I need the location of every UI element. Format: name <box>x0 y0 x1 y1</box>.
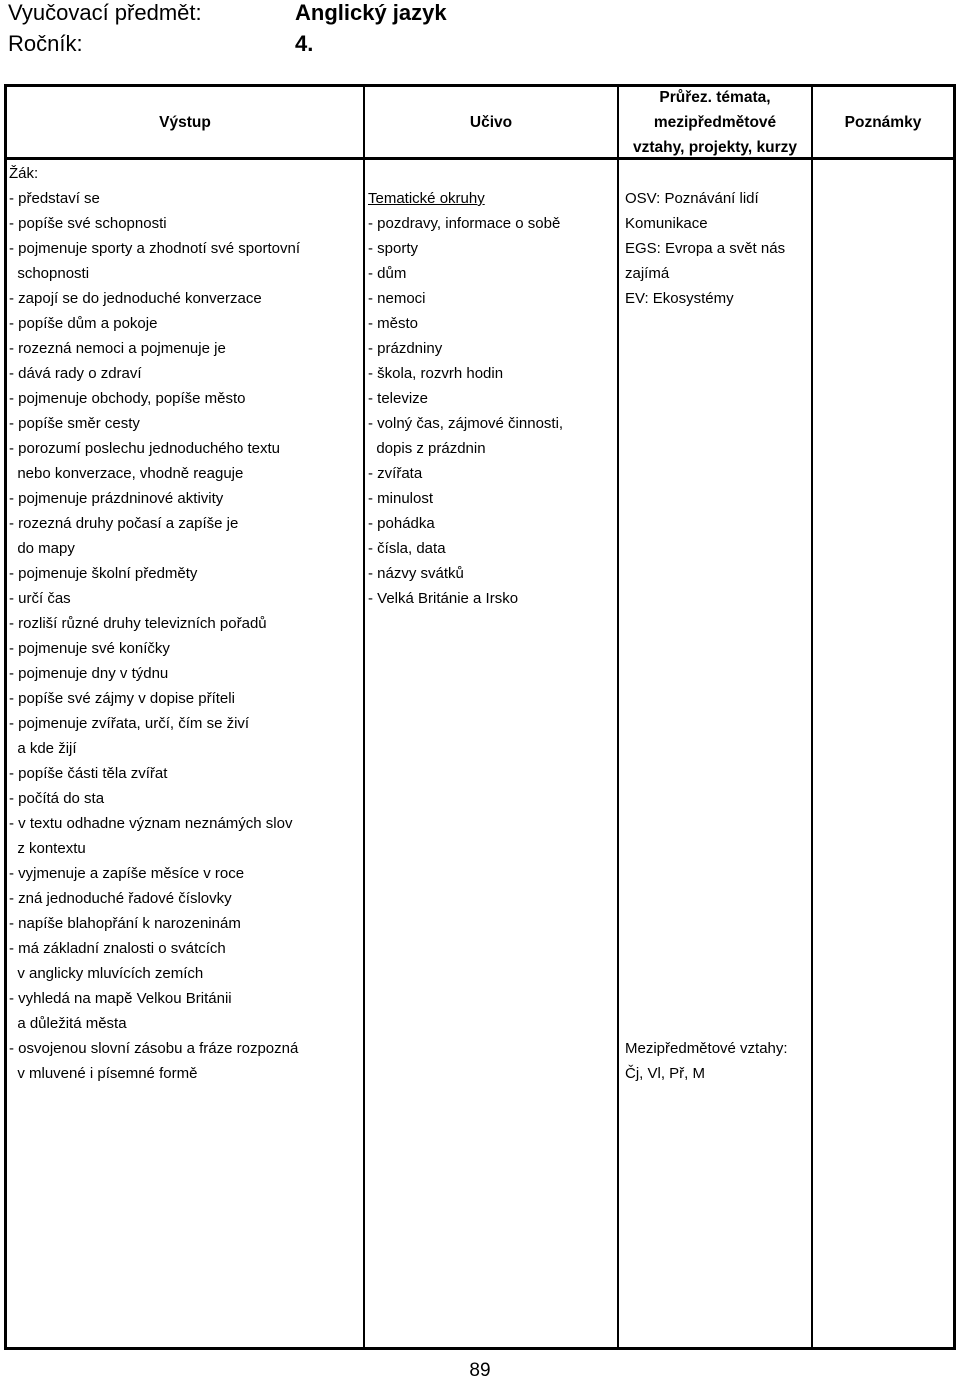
prurez-item: zajímá <box>625 265 670 282</box>
header-separator <box>4 157 956 160</box>
ucivo-item: - pohádka <box>368 515 435 532</box>
vystup-item: - pojmenuje obchody, popíše město <box>9 390 246 407</box>
ucivo-item: - volný čas, zájmové činnosti, <box>368 415 564 432</box>
column-divider-3 <box>811 84 813 1350</box>
vystup-item: - napíše blahopřání k narozeninám <box>9 915 241 932</box>
table-border-bottom <box>4 1347 956 1350</box>
ucivo-item: - město <box>368 315 419 332</box>
vystup-item: - vyhledá na mapě Velkou Británii <box>9 990 232 1007</box>
table-border-left <box>4 84 7 1350</box>
vystup-item: - pojmenuje prázdninové aktivity <box>9 490 224 507</box>
ucivo-list <box>368 211 563 611</box>
vystup-item: z kontextu <box>9 840 86 857</box>
vystup-item: nebo konverzace, vhodně reaguje <box>9 465 244 482</box>
vystup-item: a důležitá města <box>9 1015 127 1032</box>
vystup-item: - zapojí se do jednoduché konverzace <box>9 290 262 307</box>
prurez-item: EV: Ekosystémy <box>625 290 734 307</box>
vystup-item: - rozezná nemoci a pojmenuje je <box>9 340 226 357</box>
vystup-item: - osvojenou slovní zásobu a fráze rozpozná <box>9 1040 299 1057</box>
vystup-item: - popíše dům a pokoje <box>9 315 158 332</box>
column-header-poznamky: Poznámky <box>844 114 922 131</box>
prurez-item: EGS: Evropa a svět nás <box>625 240 786 257</box>
ucivo-item: - Velká Británie a Irsko <box>368 590 519 607</box>
vystup-item: - popíše směr cesty <box>9 415 140 432</box>
vystup-item: - rozliší různé druhy televizních pořadů <box>9 615 267 632</box>
vystup-item: - popíše své zájmy v dopise příteli <box>9 690 235 707</box>
mezipredmetove-list <box>625 1036 788 1086</box>
ucivo-item: dopis z prázdnin <box>368 440 486 457</box>
ucivo-item: - pozdravy, informace o sobě <box>368 215 561 232</box>
ucivo-item: - škola, rozvrh hodin <box>368 365 504 382</box>
vystup-item: - má základní znalosti o svátcích <box>9 940 226 957</box>
vystup-item: - v textu odhadne význam neznámých slov <box>9 815 293 832</box>
grade-label: Ročník: <box>8 31 83 56</box>
vystup-item: v anglicky mluvících zemích <box>9 965 204 982</box>
table-border-top <box>4 84 956 87</box>
vystup-item: - pojmenuje školní předměty <box>9 565 198 582</box>
vystup-item: - zná jednoduché řadové číslovky <box>9 890 232 907</box>
vystup-item: - pojmenuje dny v týdnu <box>9 665 169 682</box>
vystup-item: - popíše své schopnosti <box>9 215 167 232</box>
vystup-item: - představí se <box>9 190 100 207</box>
column-divider-1 <box>363 84 365 1350</box>
prurez-item: Komunikace <box>625 215 708 232</box>
prurez-item: OSV: Poznávání lidí <box>625 190 759 207</box>
zak-label: Žák: <box>9 165 39 182</box>
vystup-item: a kde žijí <box>9 740 77 757</box>
vystup-item: - popíše části těla zvířat <box>9 765 168 782</box>
mezipredmetove-item: Čj, Vl, Př, M <box>625 1065 706 1082</box>
column-header-ucivo: Učivo <box>469 114 513 131</box>
vystup-item: - vyjmenuje a zapíše měsíce v roce <box>9 865 245 882</box>
ucivo-item: - prázdniny <box>368 340 443 357</box>
ucivo-item: - televize <box>368 390 429 407</box>
curriculum-table <box>4 84 956 1350</box>
column-divider-2 <box>617 84 619 1350</box>
vystup-item: - pojmenuje zvířata, určí, čím se živí <box>9 715 250 732</box>
subject-label: Vyučovací předmět: <box>8 0 202 25</box>
page-number: 89 <box>469 1360 491 1381</box>
vystup-list <box>9 186 300 1086</box>
ucivo-heading: Tematické okruhy <box>368 190 485 207</box>
ucivo-item: - nemoci <box>368 290 426 307</box>
grade-value: 4. <box>295 31 314 56</box>
vystup-item: - dává rady o zdraví <box>9 365 142 382</box>
vystup-item: - rozezná druhy počasí a zapíše je <box>9 515 239 532</box>
ucivo-item: - dům <box>368 265 407 282</box>
vystup-item: - pojmenuje sporty a zhodnotí své sportovní <box>9 240 300 257</box>
column-header-prurez-line3: vztahy, projekty, kurzy <box>633 139 797 156</box>
ucivo-item: - názvy svátků <box>368 565 464 582</box>
vystup-item: v mluvené i písemné formě <box>9 1065 198 1082</box>
prurez-list <box>625 186 785 311</box>
ucivo-item: - minulost <box>368 490 434 507</box>
table-border-right <box>953 84 956 1350</box>
column-header-prurez-line2: mezipředmětové <box>653 114 777 131</box>
vystup-item: do mapy <box>9 540 75 557</box>
mezipredmetove-item: Mezipředmětové vztahy: <box>625 1040 788 1057</box>
vystup-item: - pojmenuje své koníčky <box>9 640 170 657</box>
ucivo-item: - zvířata <box>368 465 423 482</box>
subject-value: Anglický jazyk <box>295 0 447 25</box>
vystup-item: - určí čas <box>9 590 71 607</box>
ucivo-item: - sporty <box>368 240 419 257</box>
vystup-item: schopnosti <box>9 265 90 282</box>
column-header-prurez-line1: Průřez. témata, <box>659 89 771 106</box>
ucivo-item: - čísla, data <box>368 540 446 557</box>
column-header-vystup: Výstup <box>159 114 211 131</box>
vystup-item: - porozumí poslechu jednoduchého textu <box>9 440 281 457</box>
vystup-item: - počítá do sta <box>9 790 105 807</box>
